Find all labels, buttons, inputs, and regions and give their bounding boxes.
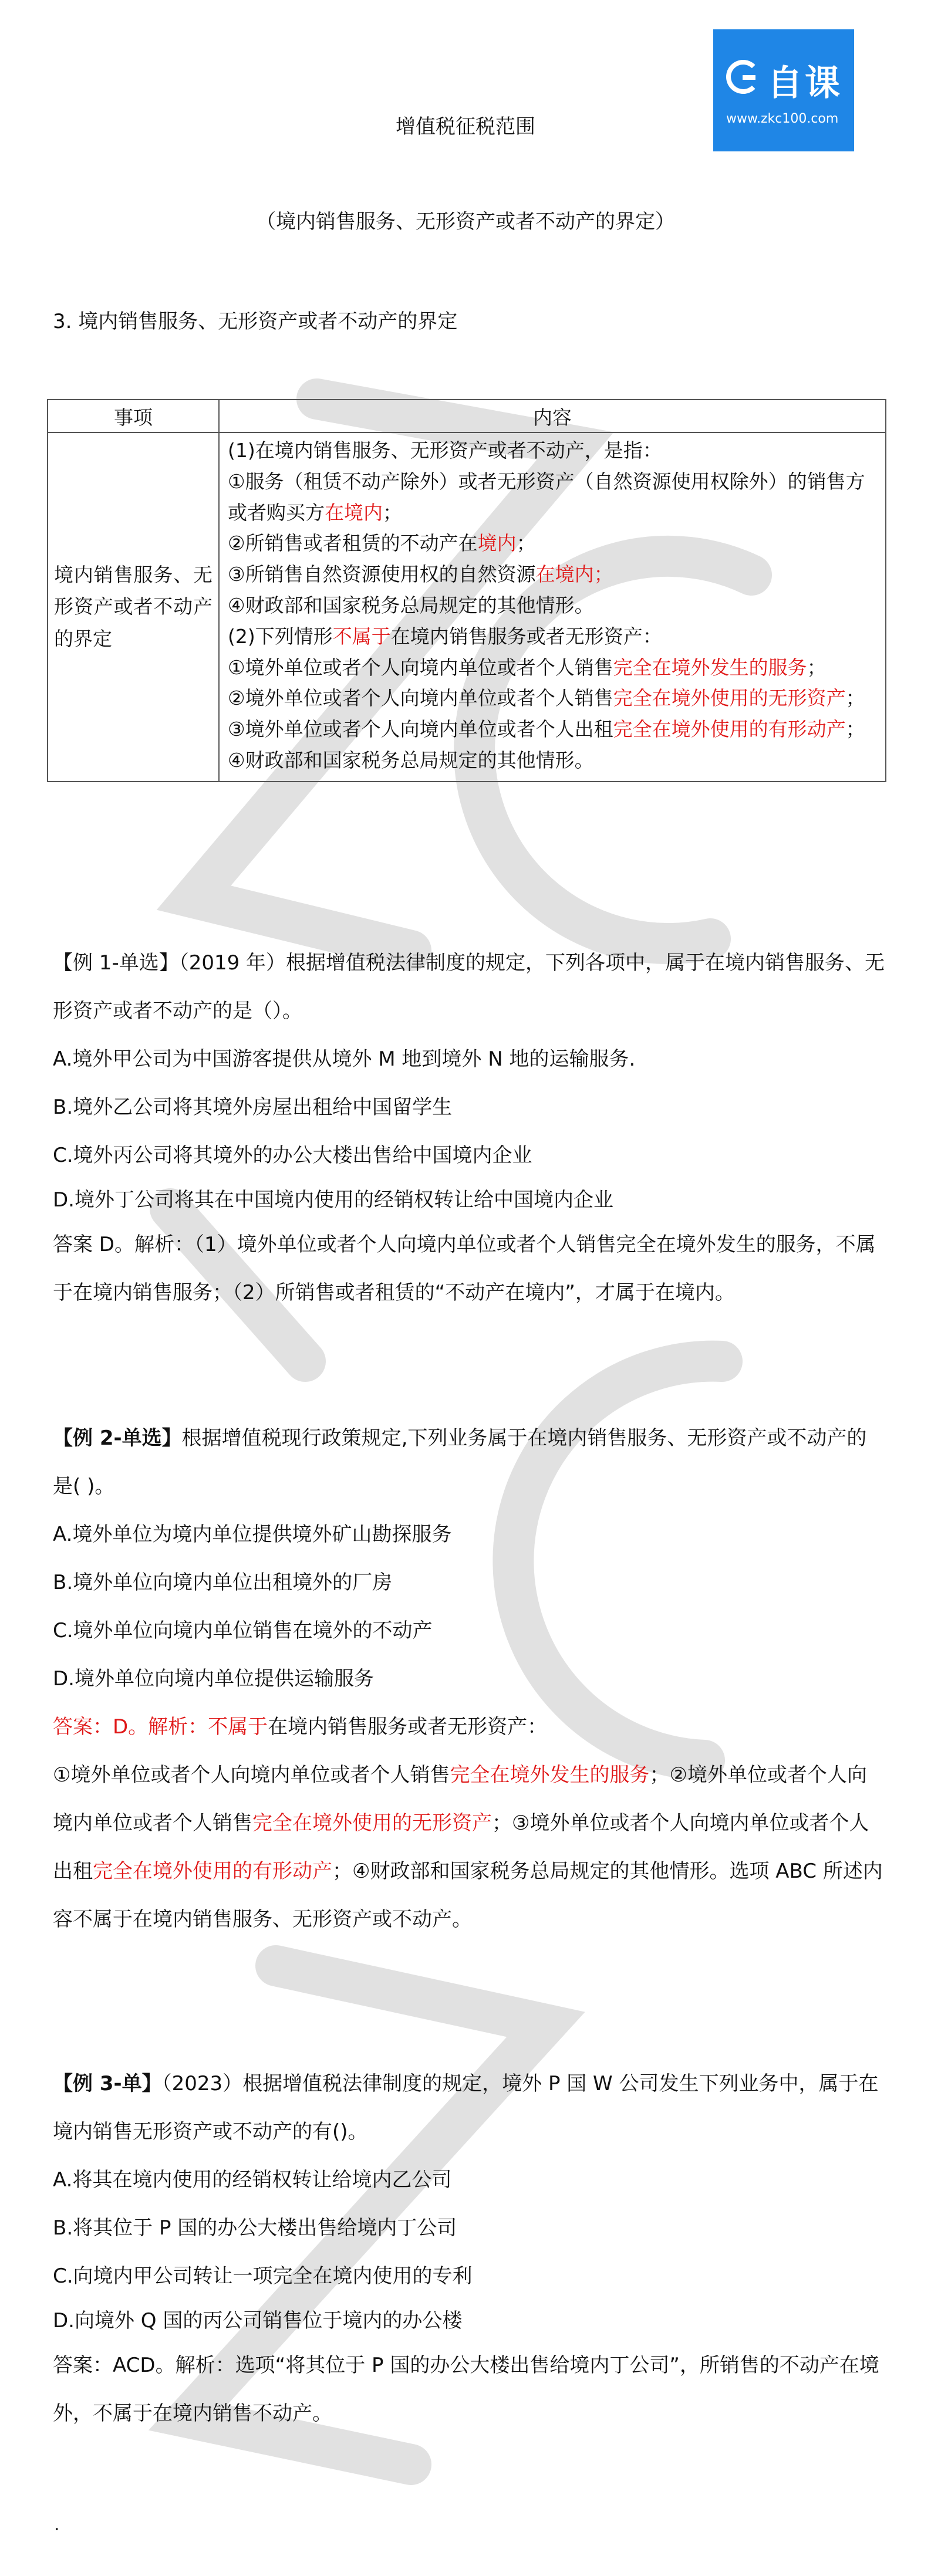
example-2-explanation: ①境外单位或者个人向境内单位或者个人销售完全在境外发生的服务；②境外单位或者个人向境内单位或者个人销售完全在境外使用的无形资产；③境外单位或者个人向境内单位或者个人出租完全在境外使用的有形动产；④财政部和国家税务总局规定的其他情形。选项 ABC 所述内容不属于在境内销售服务、无形资产或不动产。 [53,1763,883,1931]
example-3-answer: 答案：ACD。解析：选项“将其位于 P 国的办公大楼出售给境内丁公司”，所销售的不动产在境外，不属于在境内销售不动产。 [53,2354,879,2425]
example-1-head: 【例 1-单选】 [53,951,179,975]
example-3-option: D.向境外 Q 国的丙公司销售位于境内的办公楼 [53,2309,463,2332]
example-2-option: C.境外单位向境内单位销售在境外的不动产 [53,1619,433,1642]
example-3 [53,2060,886,2438]
example-1-option: D.境外丁公司将其在中国境内使用的经销权转让给中国境内企业 [53,1188,613,1212]
table-header-item: 事项 [48,400,219,432]
scope-table [47,399,886,782]
section-heading: 3. 境内销售服务、无形资产或者不动产的界定 [53,310,458,333]
page-subtitle: （境内销售服务、无形资产或者不动产的界定） [256,210,675,234]
example-3-option: A.将其在境内使用的经销权转让给境内乙公司 [53,2168,452,2192]
content-line: ④财政部和国家税务总局规定的其他情形。 [228,748,594,772]
logo-name: 自课 [767,63,842,104]
example-2-stem: 【例 2-单选】根据增值税现行政策规定,下列业务属于在境内销售服务、无形资产或不动产的是( )。 [53,1426,867,1498]
page-title: 增值税征税范围 [396,115,535,138]
content-line: (1)在境内销售服务、无形资产或者不动产，是指： [228,439,662,462]
example-3-stem: 【例 3-单】（2023）根据增值税法律制度的规定，境外 P 国 W 公司发生下列业务中，属于在境内销售无形资产或不动产的有()。 [53,2072,879,2144]
example-2-option: D.境外单位向境内单位提供运输服务 [53,1667,374,1691]
example-1-option: B.境外乙公司将其境外房屋出租给中国留学生 [53,1096,453,1119]
example-3-option: C.向境内甲公司转让一项完全在境内使用的专利 [53,2264,473,2288]
zkc-logo-icon [726,60,760,94]
content-line: ②所销售或者租赁的不动产在境内； [228,532,536,555]
example-3-option: B.将其位于 P 国的办公大楼出售给境内丁公司 [53,2216,457,2240]
trailing-mark: . [54,2514,60,2535]
content-line: ①境外单位或者个人向境内单位或者个人销售完全在境外发生的服务； [228,655,827,679]
example-2-answer-head: 答案：D。解析：不属于在境内销售服务或者无形资产： [53,1715,548,1739]
example-1-option: A.境外甲公司为中国游客提供从境外 M 地到境外 N 地的运输服务. [53,1047,636,1071]
example-2-option: A.境外单位为境内单位提供境外矿山勘探服务 [53,1523,452,1546]
content-line: (2)下列情形不属于在境内销售服务或者无形资产： [228,624,662,648]
table-row-label: 境内销售服务、无形资产或者不动产的界定 [48,432,219,782]
example-2 [53,1414,886,1943]
content-line: ③所销售自然资源使用权的自然资源在境内； [228,563,613,586]
table-row-content [219,432,886,782]
content-line: ①服务（租赁不动产除外）或者无形资产（自然资源使用权除外）的销售方或者购买方在境内； [228,469,865,524]
example-2-head: 【例 2-单选】 [53,1426,182,1450]
example-1-option: C.境外丙公司将其境外的办公大楼出售给中国境内企业 [53,1144,532,1167]
example-3-head: 【例 3-单】 [53,2072,162,2095]
example-1-answer: 答案 D。解析：（1）境外单位或者个人向境内单位或者个人销售完全在境外发生的服务，不属于在境内销售服务；（2）所销售或者租赁的“不动产在境内”，才属于在境内。 [53,1233,876,1304]
example-1-stem: 【例 1-单选】（2019 年）根据增值税法律制度的规定，下列各项中，属于在境内销售服务、无形资产或者不动产的是（）。 [53,951,885,1023]
content-line: ②境外单位或者个人向境内单位或者个人销售完全在境外使用的无形资产； [228,687,865,710]
table-header-row [48,400,886,432]
content-line: ④财政部和国家税务总局规定的其他情形。 [228,593,594,617]
example-1 [53,939,886,1317]
table-row [48,432,886,782]
logo-url: www.zkc100.com [726,111,839,126]
example-2-option: B.境外单位向境内单位出租境外的厂房 [53,1571,393,1594]
table-header-content: 内容 [219,400,886,432]
content-line: ③境外单位或者个人向境内单位或者个人出租完全在境外使用的有形动产； [228,718,865,741]
